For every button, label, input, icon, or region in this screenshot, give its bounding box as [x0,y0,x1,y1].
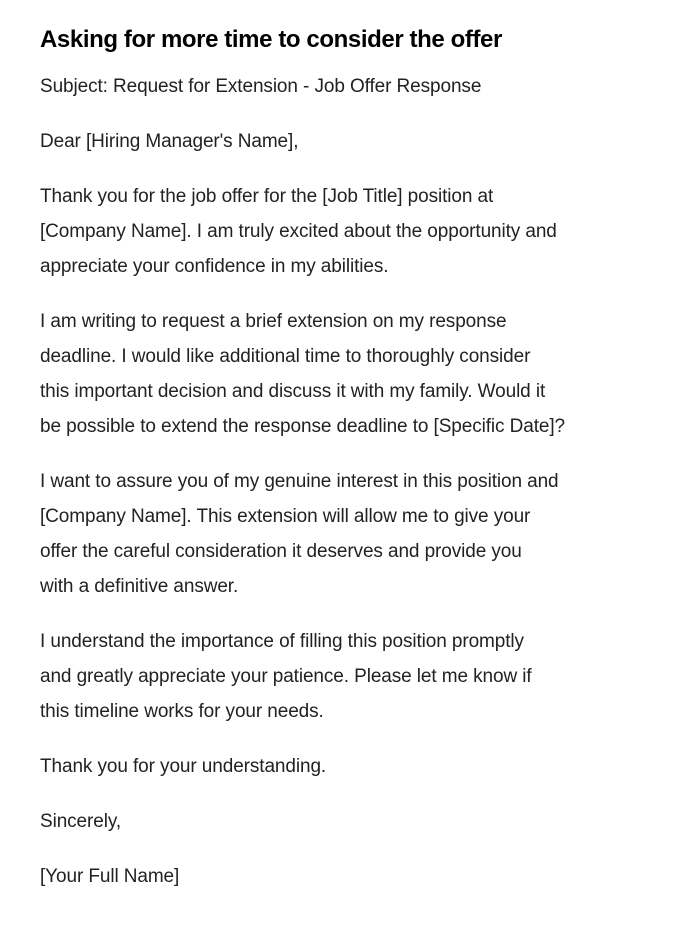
letter-paragraph-0: Subject: Request for Extension - Job Offer Response [40,76,482,97]
letter-paragraph-7: Sincerely, [40,811,122,832]
letter-paragraph-2: Thank you for the job offer for the [Job Title] position at [Company Name]. I am truly excited about the opportunity and appreciate your confidence in my abilities. [40,186,557,277]
letter-paragraph-5: I understand the importance of filling this position promptly and greatly appreciate your patience. Please let me know if this timeline works for your needs. [40,631,532,722]
letter-paragraph-6: Thank you for your understanding. [40,756,327,777]
letter-paragraph-1: Dear [Hiring Manager's Name], [40,131,299,152]
letter-paragraph-3: I am writing to request a brief extension on my response deadline. I would like additional time to thoroughly consider this important decision and discuss it with my family. Would it be possible to extend the response deadline to [Specific Date]? [40,311,565,437]
page-title: Asking for more time to consider the offer [40,26,502,53]
letter-body [40,69,670,894]
letter-paragraph-4: I want to assure you of my genuine interest in this position and [Company Name]. This extension will allow me to give your offer the careful consideration it deserves and provide you with a definitive answer. [40,471,559,597]
letter-paragraph-8: [Your Full Name] [40,866,180,887]
